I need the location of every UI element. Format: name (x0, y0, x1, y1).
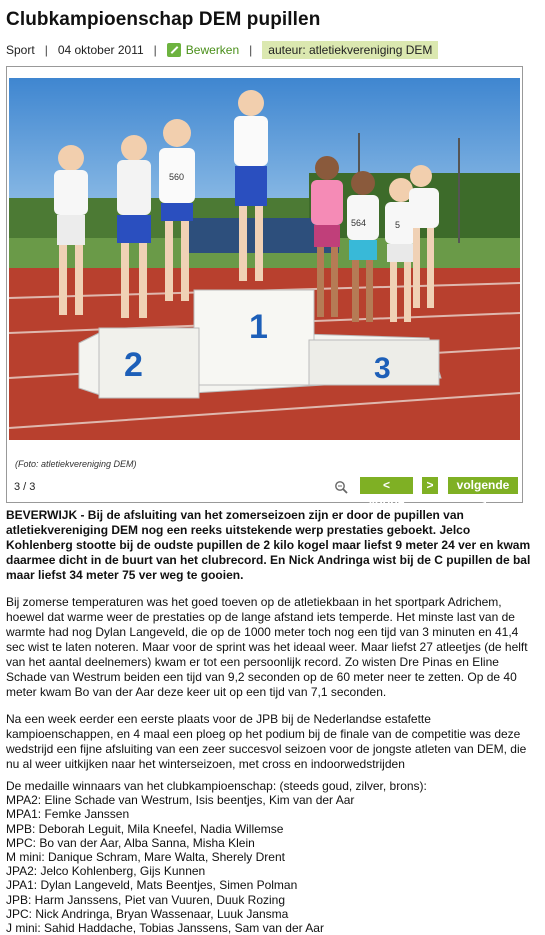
author-badge: auteur: atletiekvereniging DEM (262, 41, 438, 59)
medal-line: MPA1: Femke Janssen (6, 807, 130, 822)
medals-intro: De medaille winnaars van het clubkampioenschap: (steeds goud, zilver, brons): (6, 779, 427, 793)
gallery-photo[interactable] (9, 78, 520, 440)
medal-line: MPC: Bo van der Aar, Alba Sanna, Misha Klein (6, 835, 255, 850)
medal-line: J mini: Sahid Haddache, Tobias Janssens, Sam van der Aar (6, 921, 324, 935)
podium-number-1: 1 (249, 308, 268, 346)
medal-line: MPA2: Eline Schade van Westrum, Isis beentjes, Kim van der Aar (6, 793, 355, 808)
article-title: Clubkampioenschap DEM pupillen (6, 9, 321, 30)
bib-number: 5 (395, 220, 401, 230)
medal-line: M mini: Danique Schram, Mare Walta, Sherely Drent (6, 850, 285, 865)
next-arrow-button[interactable]: > (422, 477, 438, 494)
lead-location: BEVERWIJK - (6, 508, 85, 522)
bib-number: 560 (169, 172, 185, 182)
zoom-icon[interactable] (334, 480, 348, 494)
edit-link[interactable] (167, 43, 239, 57)
medal-line: JPA1: Dylan Langeveld, Mats Beentjes, Simen Polman (6, 878, 298, 893)
category-link[interactable]: Sport (6, 43, 35, 57)
article-date: 04 oktober 2011 (57, 43, 144, 57)
edit-label: Bewerken (185, 43, 240, 57)
lead-text: Bij de afsluiting van het zomerseizoen zijn er door de pupillen van atletiekvereniging DEM nog een reeks uitstekende werp prestaties geboekt. Jelco Kohlenberg stootte bij de oudste pupillen de 2 kilo kogel maar liefst 9 meter 24 ver en kwam daarmee dicht in de buurt van het clubrecord. En Nick Andringa wist bij de C pupillen de bal maar liefst 34 meter 75 ver weg te gooien. (6, 508, 531, 582)
article-meta (6, 37, 539, 63)
meta-separator: | (153, 43, 157, 57)
photo-caption: (Foto: atletiekvereniging DEM) (15, 459, 137, 469)
meta-separator: | (44, 43, 48, 57)
medal-line: JPC: Nick Andringa, Bryan Wassenaar, Luuk Jansma (6, 906, 289, 921)
podium-number-3: 3 (374, 352, 391, 385)
bib-number: 564 (351, 218, 367, 228)
article-lead (6, 508, 539, 583)
medal-line: JPA2: Jelco Kohlenberg, Gijs Kunnen (6, 864, 206, 879)
medal-winners (6, 779, 539, 935)
photo-illustration (9, 78, 520, 440)
medals-list (6, 793, 539, 935)
medal-line: MPB: Deborah Leguit, Mila Kneefel, Nadia Willemse (6, 821, 284, 836)
article-paragraph: Bij zomerse temperaturen was het goed toeven op de atletiekbaan in het sportpark Adrichem, hoewel dat warme weer de prestaties op de lange afstand iets temperde. Het minste last van de warmte had nog Dylan Langeveld, die op de 1000 meter toch nog een tijd van 3 minuten en 41,4 sec wist te laten noteren. Maar voor de sprint was het ideaal weer. Maar liefst 27 atleetjes (de helft van het aantal deelnemers) kwam er tot een persoonlijk record. Zo wisten Dre Pinas en Eline Schade van Westrum beiden een tijd van 9,2 seconden op de 60 meter neer te zetten. Op de 40 meter kwam Bo van der Aar deze keer uit op een tijd van 7,1 seconden. (6, 595, 528, 699)
article-paragraph: Na een week eerder een eerste plaats voor de JPB bij de Nederlandse estafette kampioenschappen, en 4 maal een ploeg op het podium bij de finale van de competitie was deze wedstrijd een fijne afsluiting van een zeer succesvol seizoen voor de jongste atleten van DEM, die nu al weer uitkijken naar het winterseizoen, met cross en indoorwedstrijden (6, 712, 527, 771)
photo-counter: 3 / 3 (14, 481, 36, 493)
medal-line: JPB: Harm Janssens, Piet van Vuuren, Duuk Rozing (6, 892, 286, 907)
meta-separator: | (249, 43, 253, 57)
podium-number-2: 2 (124, 346, 143, 384)
pencil-icon (167, 43, 181, 57)
previous-button[interactable]: < vorige (360, 477, 413, 494)
next-button[interactable]: volgende > (448, 477, 518, 494)
photo-gallery (6, 66, 523, 509)
